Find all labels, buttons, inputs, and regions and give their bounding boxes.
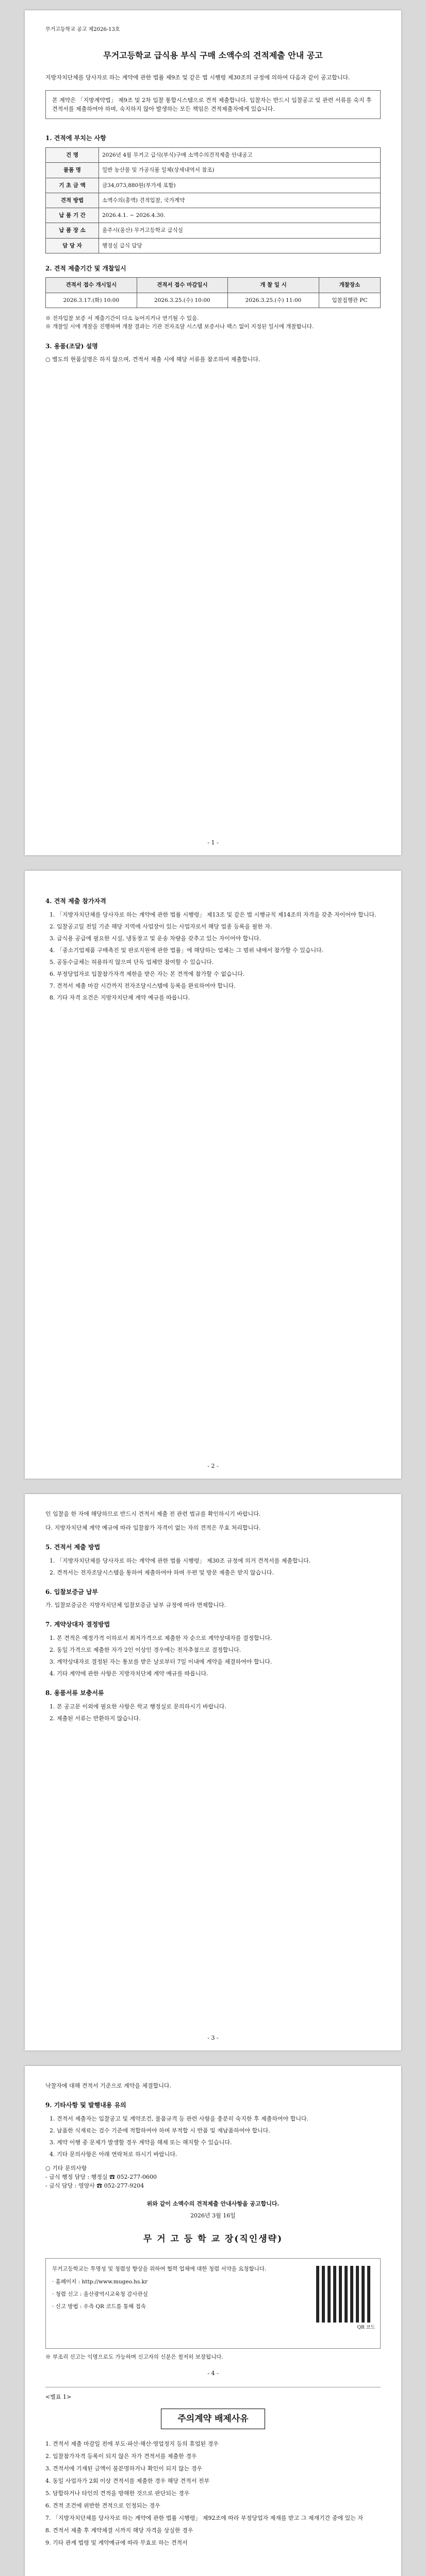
page-number: - 1 -: [207, 839, 219, 846]
row-label: 건 명: [46, 148, 99, 163]
supplementary-list: [45, 1702, 381, 1723]
integrity-line: · 홈페이지 : http://www.mugeo.hs.kr: [52, 2278, 148, 2285]
table-row: [46, 148, 381, 163]
section-1-title: 1. 견적에 부치는 사항: [45, 134, 106, 142]
column-header: 견적서 접수 마감일시: [137, 278, 228, 293]
list-item: 4. 기타 계약에 관한 사항은 지방자치단체 계약 예규를 따릅니다.: [57, 1669, 381, 1678]
page-title: 무거고등학교 급식용 부식 구매 소액수의 견적제출 안내 공고: [103, 50, 323, 60]
row-label: 물품 명: [46, 163, 99, 178]
list-item: 6. 부정당업자로 입찰참가자격 제한을 받은 자는 본 견적에 참가할 수 없습니다.: [57, 970, 381, 978]
list-item: 2. 입찰공고일 전일 기준 해당 지역에 사업장이 있는 사업자로서 해당 업종 등록을 필한 자.: [57, 922, 381, 931]
list-item: 3. 계약상대자로 결정된 자는 통보를 받은 날로부터 7일 이내에 계약을 체결하여야 합니다.: [57, 1657, 381, 1666]
list-item: 2. 동일 가격으로 제출한 자가 2인 이상인 경우에는 전자추첨으로 결정합니다.: [57, 1646, 381, 1654]
closing-text: 위와 같이 소액수의 견적제출 안내사항을 공고합니다.: [146, 2200, 280, 2207]
document-page-2: [25, 871, 401, 1479]
integrity-line: · 신고 방법 : 우측 QR 코드를 통해 접속: [52, 2303, 146, 2310]
table-row: [46, 178, 381, 193]
table-row: [46, 223, 381, 238]
contact-line: - 급식 담당 : 영양사 ☎ 052-277-9204: [45, 2182, 144, 2189]
list-item: 8. 견적서 제출 후 계약체결 시까지 해당 자격을 상실한 경우: [45, 2527, 193, 2534]
continuation-text: 인 입찰을 한 자에 해당하므로 반드시 견적서 제출 전 관련 법규를 확인하시기 바랍니다.: [45, 1511, 261, 1517]
continuation-item: 다. 지방자치단체 계약 예규에 따라 입찰참가 자격이 없는 자의 견적은 무효 처리합니다.: [45, 1524, 261, 1532]
caution-title: 주의계약 배제사유: [161, 2409, 265, 2429]
row-value: 울주시(울산) 무거고등학교 급식실: [99, 223, 381, 238]
document-page-1: [25, 10, 401, 855]
contact-line: - 급식 행정 담당 : 행정실 ☎ 052-277-0600: [45, 2173, 157, 2180]
table-cell: 입찰집행관 PC: [319, 293, 380, 308]
row-value: 2026.4.1. ~ 2026.4.30.: [99, 208, 381, 223]
table-row: [46, 193, 381, 208]
section-7-title: 7. 계약상대자 결정방법: [45, 1621, 110, 1629]
section-8-title: 8. 용품서류 보충서류: [45, 1689, 104, 1697]
decision-list: [45, 1634, 381, 1678]
list-item: 7. 「지방자치단체를 당사자로 하는 계약에 관한 법률 시행령」 제92조에 따라 부정당업자 제재를 받고 그 제재기간 중에 있는 자: [45, 2515, 363, 2522]
row-label: 납 품 장 소: [46, 223, 99, 238]
list-item: 5. 담합하거나 타인의 견적을 방해한 것으로 판단되는 경우: [45, 2490, 190, 2497]
list-item: 2. 제출된 서류는 반환하지 않습니다.: [57, 1714, 381, 1723]
schedule-notes: [45, 314, 381, 331]
section-4-title: 4. 견적 제출 참가자격: [45, 897, 106, 905]
schedule-table: [45, 277, 381, 308]
continuation-text: 낙찰자에 대해 견적서 기준으로 계약을 체결합니다.: [45, 2082, 172, 2089]
note-line: ※ 전자입찰 보증 서 제출기간이 다소 늦어지거나 연기될 수 있음.: [45, 315, 199, 322]
row-value: 금34,073,880원(부가세 포함): [99, 178, 381, 193]
notice-box: 본 계약은 「지방계약법」 제9조 및 2차 입찰 통합시스템으로 견적 제출합니다. 입찰자는 반드시 입찰공고 및 관련 서류를 숙지 후 견적서를 제출하여야 하며, 숙지하지 않아 발생하는 모든 책임은 견적제출자에게 있습니다.: [45, 90, 381, 119]
document-page-4: [25, 2066, 401, 2576]
section-6-title: 6. 입찰보증금 납부: [45, 1588, 99, 1596]
integrity-line: · 청렴 신고 : 울산광역시교육청 감사관실: [52, 2291, 148, 2297]
section-2-title: 2. 견적 제출기간 및 개찰일시: [45, 264, 126, 272]
contact-footnote: ※ 부조리 신고는 익명으로도 가능하며 신고자의 신분은 철저히 보장됩니다.: [45, 2354, 223, 2361]
integrity-line: 무거고등학교는 투명성 및 청렴성 향상을 위하여 협력 업체에 대한 청렴 서약을 요청합니다.: [52, 2266, 267, 2273]
integrity-box: [45, 2258, 381, 2349]
list-item: 1. 본 견적은 예정가격 이하로서 최저가격으로 제출한 자 순으로 계약상대자를 결정합니다.: [57, 1634, 381, 1642]
notice-date: 2026년 3월 16일: [190, 2212, 236, 2219]
contact-lines: [45, 2164, 381, 2190]
section-9-title: 9. 기타사항 및 발행내용 유의: [45, 2102, 126, 2109]
list-item: 4. 동일 사업자가 2회 이상 견적서를 제출한 경우 해당 견적서 전부: [45, 2478, 210, 2485]
list-item: 4. 기타 문의사항은 아래 연락처로 하시기 바랍니다.: [57, 2150, 381, 2159]
notes-list: [45, 2114, 381, 2159]
list-item: 5. 공동수급체는 허용하지 않으며 단독 업체만 참여할 수 있습니다.: [57, 958, 381, 967]
qr-code-icon[interactable]: [316, 2266, 373, 2323]
row-value: 행정실 급식 담당: [99, 238, 381, 253]
row-label: 기 초 금 액: [46, 178, 99, 193]
row-label: 담 당 자: [46, 238, 99, 253]
list-item: 1. 「지방자치단체를 당사자로 하는 계약에 관한 법률 시행령」 제30조 규정에 의거 견적서를 제출합니다.: [57, 1556, 381, 1565]
list-item: 1. 「지방자치단체를 당사자로 하는 계약에 관한 법률 시행령」 제13조 및 같은 법 시행규칙 제14조의 자격을 갖춘 자이어야 합니다.: [57, 910, 381, 919]
table-cell: 2026.3.17.(화) 10:00: [46, 293, 137, 308]
table-cell: 2026.3.25.(수) 11:00: [228, 293, 319, 308]
list-item: 6. 견적 조건에 위반한 견적으로 인정되는 경우: [45, 2502, 160, 2510]
page-number: - 4 -: [207, 2369, 219, 2377]
contact-line: ○ 기타 문의사항: [45, 2164, 87, 2172]
column-header: 개찰장소: [319, 278, 380, 293]
list-item: 8. 기타 자격 요건은 지방자치단체 계약 예규를 따릅니다.: [57, 993, 381, 1002]
row-label: 견적 방법: [46, 193, 99, 208]
list-item: 1. 견적서 제출 마감일 전에 부도·파산·해산·영업정지 등의 휴업된 경우: [45, 2441, 219, 2448]
section-5-title: 5. 견적서 제출 방법: [45, 1544, 101, 1551]
row-value: 2026년 4월 무거고 급식(부식)구매 소액수의견적제출 안내공고: [99, 148, 381, 163]
list-item: 2. 견적서는 전자조달시스템을 통하여 제출하여야 하며 우편 및 방문 제출은 받지 않습니다.: [57, 1568, 381, 1577]
row-label: 납 품 기 간: [46, 208, 99, 223]
row-value: 소액수의(총액) 견적입찰, 국가계약: [99, 193, 381, 208]
column-header: 견적서 접수 개시일시: [46, 278, 137, 293]
list-item: 4. 「중소기업제품 구매촉진 및 판로지원에 관한 법률」에 해당하는 업체는 그 범위 내에서 참가할 수 있습니다.: [57, 946, 381, 955]
list-item: 2. 납품한 식재료는 검수 기준에 적합하여야 하며 부적합 시 반품 및 재납품하여야 합니다.: [57, 2126, 381, 2135]
list-item: 1. 본 공고문 이외에 필요한 사항은 학교 행정실로 문의하시기 바랍니다.: [57, 1702, 381, 1711]
doc-number: 무거고등학교 공고 제2026-13호: [45, 27, 120, 32]
list-item: 7. 견적서 제출 마감 시간까지 전자조달시스템에 등록을 완료하여야 합니다.: [57, 981, 381, 990]
table-row: [46, 208, 381, 223]
list-item: 3. 급식용 공급에 필요한 시설, 냉동창고 및 운송 차량을 갖추고 있는 자이어야 합니다.: [57, 934, 381, 943]
document-page-3: [25, 1494, 401, 2050]
page-number: - 2 -: [207, 1463, 219, 1469]
section-3-title: 3. 용품(조달) 설명: [45, 342, 98, 350]
annex-tag: <별표 1>: [45, 2393, 72, 2400]
table-row: [46, 163, 381, 178]
submission-list: [45, 1556, 381, 1577]
caution-list: [45, 2439, 381, 2547]
intro-text: 지방자치단체를 당사자로 하는 계약에 관한 법률 제9조 및 같은 법 시행령 제30조의 규정에 의하여 다음과 같이 공고합니다.: [45, 74, 350, 81]
section-6-text: 가. 입찰보증금은 지방자치단체 입찰보증금 납부 규정에 따라 면제합니다.: [45, 1602, 226, 1609]
qr-caption: QR 코드: [357, 2325, 375, 2331]
page-number: - 3 -: [207, 2035, 219, 2041]
signer: 무 거 고 등 학 교 장(직인생략): [143, 2234, 283, 2245]
list-item: 1. 견적서 제출자는 입찰공고 및 계약조건, 물품규격 등 관련 사항을 충분히 숙지한 후 제출하여야 합니다.: [57, 2114, 381, 2123]
row-value: 일반 농산물 및 가공식품 일체(상세내역서 참조): [99, 163, 381, 178]
table-cell: 2026.3.25.(수) 10:00: [137, 293, 228, 308]
section-3-text: ○ 별도의 현품설명은 하지 않으며, 견적서 제출 시에 해당 서류를 참조하여 제출합니다.: [45, 356, 260, 363]
list-item: 9. 기타 관계 법령 및 계약예규에 따라 무효로 하는 견적서: [45, 2539, 188, 2547]
list-item: 2. 입찰참가자격 등록이 되지 않은 자가 견적서를 제출한 경우: [45, 2453, 197, 2460]
eligibility-list: [45, 910, 381, 1002]
column-header: 개 찰 일 시: [228, 278, 319, 293]
list-item: 3. 견적서에 기재된 금액이 불분명하거나 확인이 되지 않는 경우: [45, 2465, 203, 2472]
note-line: ※ 개찰일 시에 개찰을 진행하며 개찰 결과는 기관 전자조달 시스템 보증서나 팩스 없이 지정된 일시에 개찰합니다.: [45, 324, 314, 330]
table-row: [46, 238, 381, 253]
bid-details-table: [45, 147, 381, 253]
list-item: 3. 계약 이행 중 문제가 발생할 경우 계약을 해제 또는 해지할 수 있습니다.: [57, 2138, 381, 2147]
